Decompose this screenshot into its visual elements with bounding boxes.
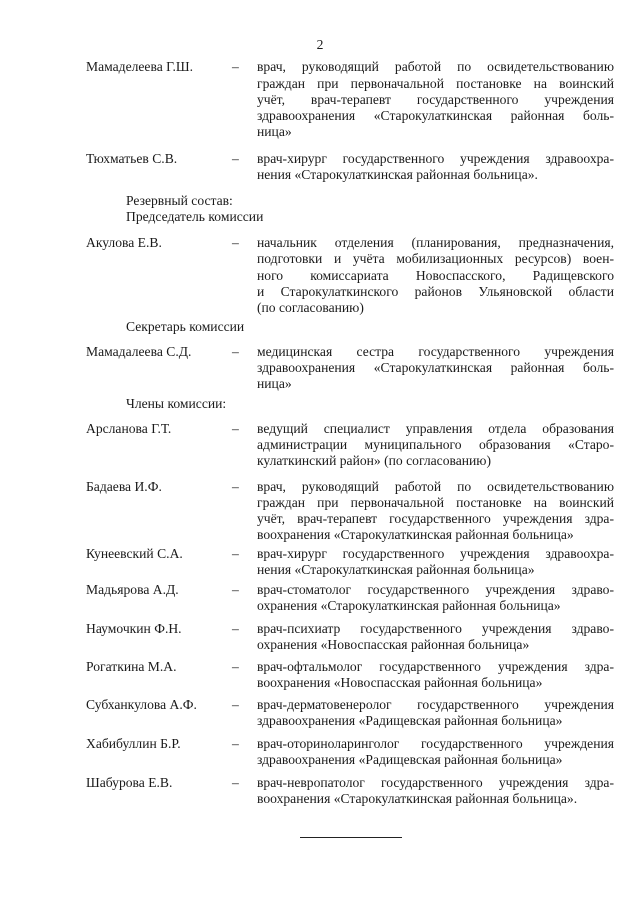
position-line: врач-офтальмолог государственного учреждения здра-	[257, 659, 614, 674]
dash: –	[232, 775, 239, 790]
page-number: 2	[316, 37, 324, 52]
position-line: охранения «Новоспасская районная больница»	[257, 637, 530, 652]
person-name: Шабурова Е.В.	[86, 775, 173, 790]
position-line: врач-психиатр государственного учреждения здраво-	[257, 621, 614, 636]
dash: –	[232, 736, 239, 751]
dash: –	[232, 479, 239, 494]
position-line: нения «Старокулаткинская районная больница».	[257, 167, 538, 182]
dash: –	[232, 421, 239, 436]
position-line: врач-хирург государственного учреждения здравоохра-	[257, 151, 614, 166]
position-line: здравоохранения «Старокулаткинская районная боль-	[257, 360, 614, 375]
position-line: здравоохранения «Старокулаткинская районная боль-	[257, 108, 614, 123]
position-line: граждан при первоначальной постановке на воинский	[257, 495, 614, 510]
position-line: граждан при первоначальной постановке на воинский	[257, 76, 614, 91]
dash: –	[232, 546, 239, 561]
position-line: нения «Старокулаткинская районная больница»	[257, 562, 535, 577]
person-name: Мадьярова А.Д.	[86, 582, 179, 597]
person-name: Бадаева И.Ф.	[86, 479, 162, 494]
person-name: Наумочкин Ф.Н.	[86, 621, 182, 636]
members-heading: Члены комиссии:	[126, 396, 227, 411]
dash: –	[232, 621, 239, 636]
person-name: Мамаделеева Г.Ш.	[86, 59, 193, 74]
position-line: ница»	[257, 124, 292, 139]
position-line: ного комиссариата Новоспасского, Радищевского	[257, 268, 614, 283]
dash: –	[232, 697, 239, 712]
person-name: Хабибуллин Б.Р.	[86, 736, 181, 751]
position-line: врач-стоматолог государственного учреждения здраво-	[257, 582, 614, 597]
dash: –	[232, 235, 239, 250]
person-name: Мамадалеева С.Д.	[86, 344, 192, 359]
position-line: учёт, врач-терапевт государственного учреждения	[257, 92, 614, 107]
position-line: ница»	[257, 376, 292, 391]
person-name: Кунеевский С.А.	[86, 546, 183, 561]
dash: –	[232, 59, 239, 74]
position-line: воохранения «Старокулаткинская районная больница»	[257, 527, 574, 542]
position-line: медицинская сестра государственного учреждения	[257, 344, 614, 359]
reserve-heading: Резервный состав:	[126, 193, 233, 208]
position-line: врач-дерматовенеролог государственного учреждения	[257, 697, 614, 712]
dash: –	[232, 582, 239, 597]
position-line: кулаткинский район» (по согласованию)	[257, 453, 491, 468]
position-line: администрации муниципального образования «Старо-	[257, 437, 614, 452]
dash: –	[232, 344, 239, 359]
position-line: учёт, врач-терапевт государственного учреждения здра-	[257, 511, 614, 526]
position-line: подготовки и учёта мобилизационных ресурсов) воен-	[257, 251, 614, 266]
position-line: воохранения «Старокулаткинская районная больница».	[257, 791, 578, 806]
position-line: здравоохранения «Радищевская районная больница»	[257, 752, 563, 767]
position-line: ведущий специалист управления отдела образования	[257, 421, 614, 436]
position-line: начальник отделения (планирования, предназначения,	[257, 235, 614, 250]
person-name: Тюхматьев С.В.	[86, 151, 178, 166]
closing-rule	[300, 837, 402, 838]
position-line: врач-хирург государственного учреждения здравоохра-	[257, 546, 614, 561]
position-line: врач-оториноларинголог государственного учреждения	[257, 736, 614, 751]
dash: –	[232, 659, 239, 674]
position-line: (по согласованию)	[257, 300, 364, 315]
person-name: Акулова Е.В.	[86, 235, 162, 250]
position-line: врач, руководящий работой по освидетельствованию	[257, 479, 614, 494]
person-name: Субханкулова А.Ф.	[86, 697, 197, 712]
secretary-heading: Секретарь комиссии	[126, 319, 245, 334]
position-line: и Старокулаткинского районов Ульяновской области	[257, 284, 614, 299]
position-line: врач, руководящий работой по освидетельствованию	[257, 59, 614, 74]
position-line: здравоохранения «Радищевская районная больница»	[257, 713, 563, 728]
position-line: воохранения «Новоспасская районная больница»	[257, 675, 543, 690]
position-line: охранения «Старокулаткинская районная больница»	[257, 598, 561, 613]
chair-heading: Председатель комиссии	[126, 209, 264, 224]
dash: –	[232, 151, 239, 166]
position-line: врач-невропатолог государственного учреждения здра-	[257, 775, 614, 790]
person-name: Рогаткина М.А.	[86, 659, 177, 674]
person-name: Арсланова Г.Т.	[86, 421, 172, 436]
